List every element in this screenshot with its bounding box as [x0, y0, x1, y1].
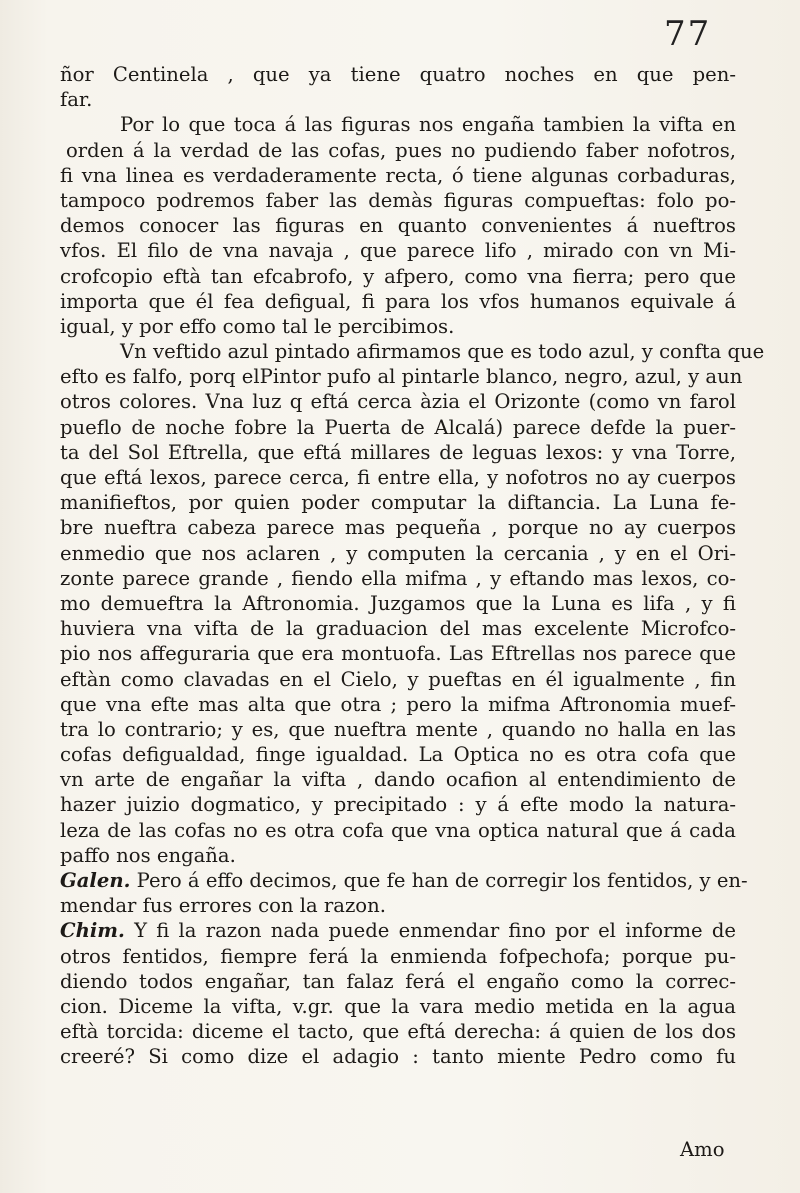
text-line: vn arte de engañar la vifta , dando ocafion al entendimiento de	[60, 768, 736, 792]
text-line: pueflo de noche fobre la Puerta de Alcalá) parece defde la puer-	[60, 415, 736, 439]
text-line: que vna efte mas alta que otra ; pero la mifma Aftronomia muef-	[60, 692, 736, 716]
text-line: eftà torcida: diceme el tacto, que eftá derecha: á quien de los dos	[60, 1020, 736, 1044]
text-line: bre nueftra cabeza parece mas pequeña , porque no ay cuerpos	[60, 516, 736, 540]
text-line: pio nos affeguraria que era montuofa. Las Eftrellas nos parece que	[60, 642, 736, 666]
dialogue-line-galen	[60, 868, 748, 893]
text-line: huviera vna vifta de la graduacion del mas excelente Microfco-	[60, 617, 736, 641]
text-line: zonte parece grande , fiendo ella mifma , y eftando mas lexos, co-	[60, 566, 736, 590]
text-line: fi vna linea es verdaderamente recta, ó tiene algunas corbaduras,	[60, 163, 736, 187]
text-line: igual, y por effo como tal le percibimos.	[60, 314, 455, 338]
text-line: Vn veftido azul pintado afirmamos que es todo azul, y confta que	[120, 340, 765, 364]
text-line: creeré? Si como dize el adagio : tanto miente Pedro como fu	[60, 1045, 736, 1069]
catchword: Amo	[680, 1138, 725, 1161]
text-line: paffo nos engaña.	[60, 843, 236, 867]
text-line: cion. Diceme la vifta, v.gr. que la vara medio metida en la agua	[60, 994, 736, 1018]
page-text	[60, 62, 765, 1070]
text-line: manifieftos, por quien poder computar la diftancia. La Luna fe-	[60, 491, 736, 515]
text-line: efto es falfo, porq elPintor pufo al pintarle blanco, negro, azul, y aun	[60, 365, 743, 389]
text-segment: Y fi la razon nada puede enmendar fino por el informe de	[134, 919, 737, 943]
text-line: Por lo que toca á las figuras nos engaña tambien la vifta en	[120, 113, 736, 137]
text-line: orden á la verdad de las cofas, pues no pudiendo faber nofotros,	[66, 138, 736, 162]
text-segment: Pero á effo decimos, que fe han de corregir los fentidos, y en-	[136, 869, 748, 892]
speaker-chim: Chim.	[60, 919, 125, 943]
speaker-galen: Galen.	[60, 869, 131, 892]
text-line: ta del Sol Eftrella, que eftá millares de leguas lexos: y vna Torre,	[60, 440, 736, 464]
text-line: crofcopio eftà tan efcabrofo, y afpero, como vna fierra; pero que	[60, 264, 736, 288]
text-line: vfos. El filo de vna navaja , que parece lifo , mirado con vn Mi-	[60, 239, 736, 263]
text-line: ñor Centinela , que ya tiene quatro noches en que pen-	[60, 63, 736, 86]
text-line: que eftá lexos, parece cerca, fi entre ella, y nofotros no ay cuerpos	[60, 466, 736, 489]
text-line: hazer juizio dogmatico, y precipitado : y á efte modo la natura-	[60, 793, 736, 817]
text-line: otros fentidos, fiempre ferá la enmienda fofpechofa; porque pu-	[60, 944, 736, 968]
text-line: mo demueftra la Aftronomia. Juzgamos que la Luna es lifa , y fi	[60, 591, 736, 615]
text-line: cofas defigualdad, finge igualdad. La Optica no es otra cofa que	[60, 743, 736, 767]
dialogue-line-chim	[60, 918, 736, 943]
text-line: importa que él fea defigual, fi para los vfos humanos equivale á	[60, 289, 736, 313]
text-line: mendar fus errores con la razon.	[60, 894, 386, 918]
text-line: eftàn como clavadas en el Cielo, y pueftas en él igualmente , fin	[60, 667, 736, 691]
text-line: tampoco podremos faber las demàs figuras compueftas: folo po-	[60, 188, 736, 212]
text-line: diendo todos engañar, tan falaz ferá el engaño como la correc-	[60, 969, 736, 993]
text-line: enmedio que nos aclaren , y computen la cercania , y en el Ori-	[60, 541, 736, 565]
text-line: otros colores. Vna luz q eftá cerca àzia el Orizonte (como vn farol	[60, 390, 736, 414]
text-line: far.	[60, 88, 93, 112]
text-line: leza de las cofas no es otra cofa que vna optica natural que á cada	[60, 818, 736, 842]
page-number: 77	[664, 14, 712, 54]
text-line: demos conocer las figuras en quanto convenientes á nueftros	[60, 214, 736, 238]
text-line: tra lo contrario; y es, que nueftra mente , quando no halla en las	[60, 717, 736, 741]
